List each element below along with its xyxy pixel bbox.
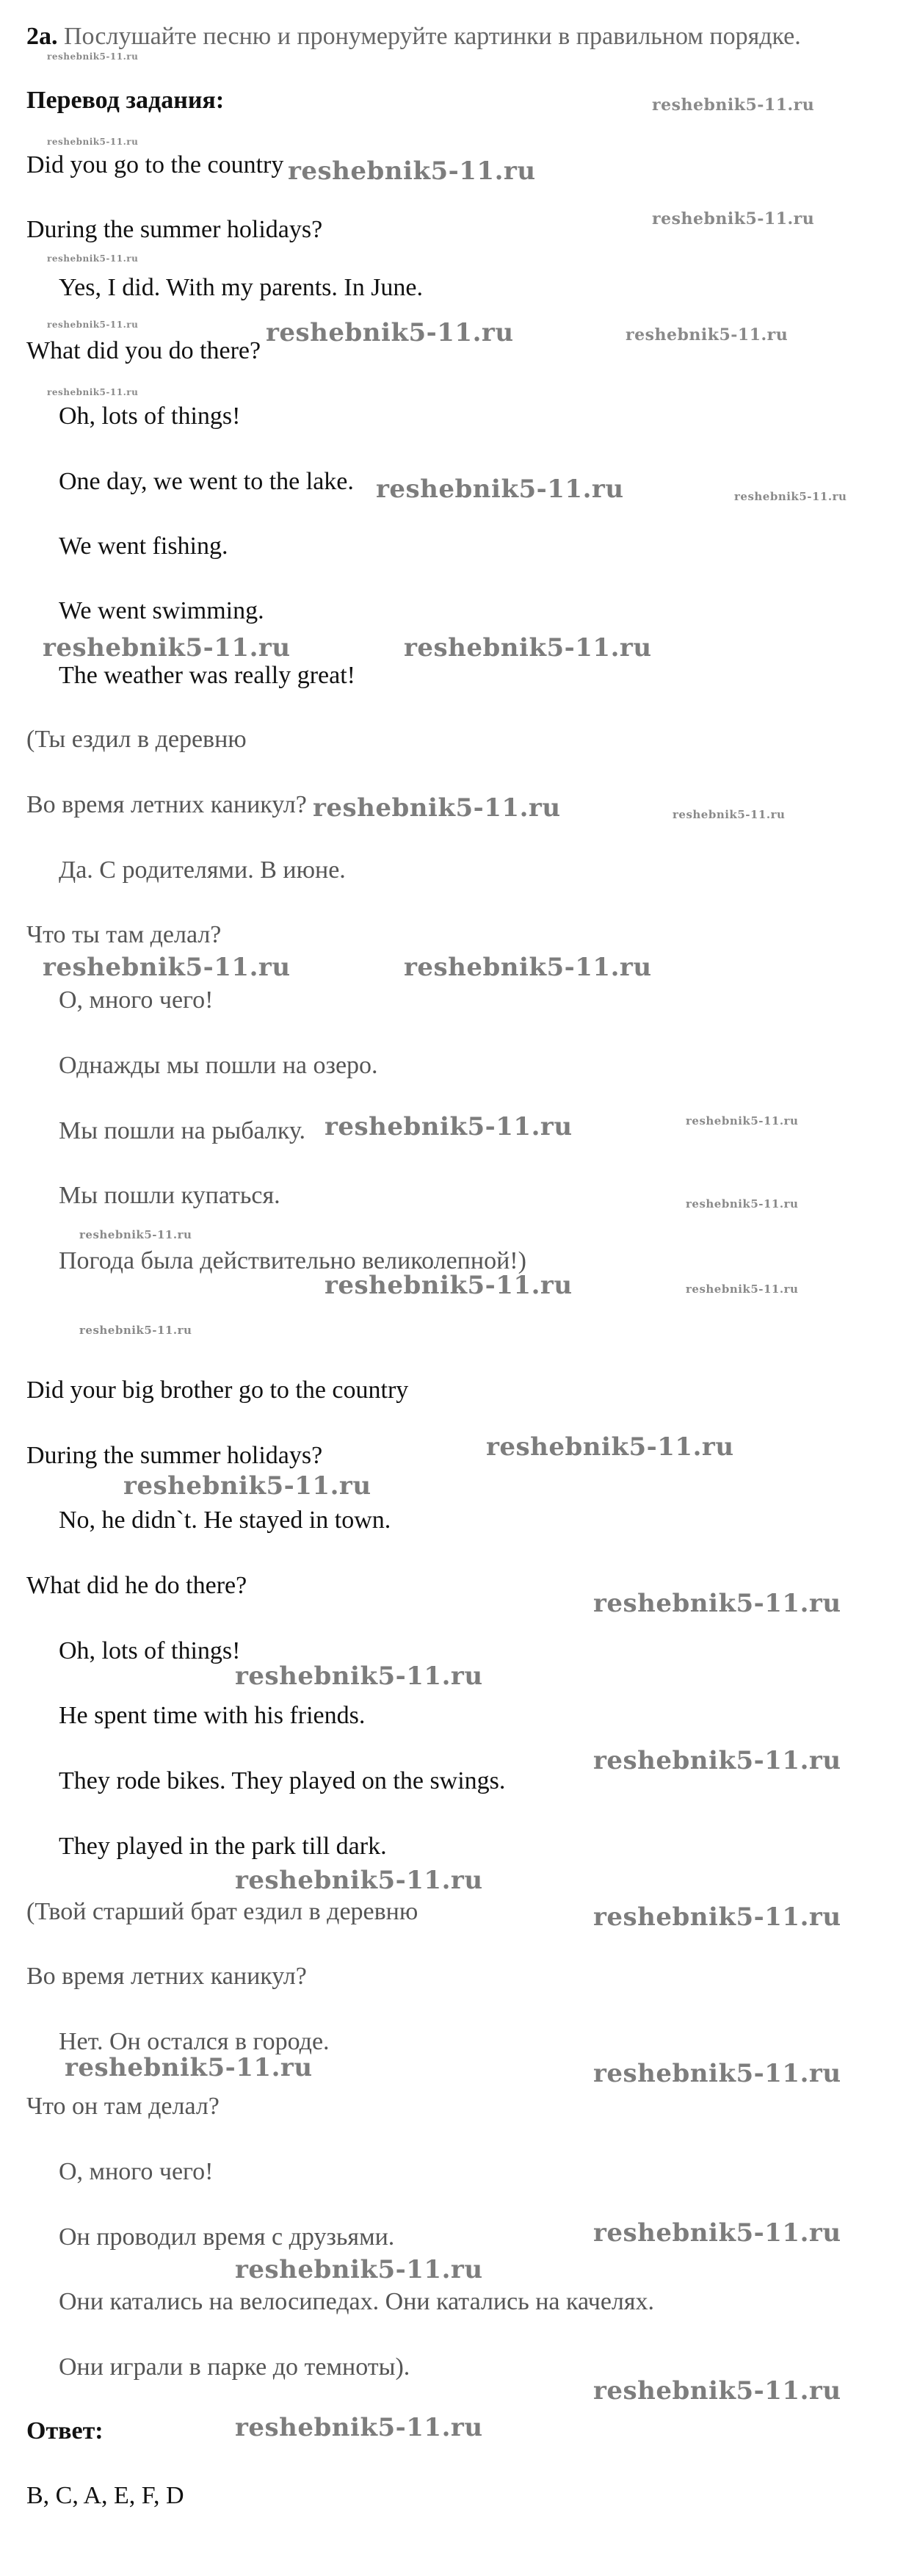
watermark: reshebnik5-11.ru xyxy=(652,95,815,115)
watermark: reshebnik5-11.ru xyxy=(593,1746,841,1775)
translation-line: О, много чего! xyxy=(59,2158,214,2185)
translation-line: Однажды мы пошли на озеро. xyxy=(59,1052,378,1079)
watermark: reshebnik5-11.ru xyxy=(686,1282,799,1296)
translation-line: Мы пошли купаться. xyxy=(59,1182,280,1209)
verse-line: Yes, I did. With my parents. In June. xyxy=(59,274,424,301)
verse-line: He spent time with his friends. xyxy=(59,1702,366,1729)
watermark: reshebnik5-11.ru xyxy=(43,953,291,982)
watermark: reshebnik5-11.ru xyxy=(404,633,652,663)
watermark: reshebnik5-11.ru xyxy=(686,1114,799,1128)
verse-line: What did you do there? xyxy=(26,337,261,364)
watermark: reshebnik5-11.ru xyxy=(593,2376,841,2406)
watermark: reshebnik5-11.ru xyxy=(123,1471,371,1501)
verse-line: One day, we went to the lake. xyxy=(59,468,354,495)
translation-line: Они играли в парке до темноты). xyxy=(59,2353,410,2381)
translation-line: Во время летних каникул? xyxy=(26,1963,307,1990)
translation-line: Они катались на велосипедах. Они катались на качелях. xyxy=(59,2288,655,2315)
watermark: reshebnik5-11.ru xyxy=(673,808,786,821)
translation-line: Да. С родителями. В июне. xyxy=(59,856,346,884)
verse-line: Oh, lots of things! xyxy=(59,403,241,430)
translation-line: Что он там делал? xyxy=(26,2093,220,2120)
answer-heading: Ответ: xyxy=(26,2417,104,2445)
verse-line: During the summer holidays? xyxy=(26,1442,323,1469)
watermark: reshebnik5-11.ru xyxy=(325,1112,573,1141)
task-instruction: Послушайте песню и пронумеруйте картинки в правильном порядке. xyxy=(64,23,801,50)
watermark: reshebnik5-11.ru xyxy=(47,137,139,147)
translation-line: Погода была действительно великолепной!) xyxy=(59,1247,526,1274)
verse-line: During the summer holidays? xyxy=(26,216,323,243)
watermark: reshebnik5-11.ru xyxy=(47,387,139,397)
verse-line: They played in the park till dark. xyxy=(59,1833,387,1860)
verse-line: Did your big brother go to the country xyxy=(26,1377,409,1404)
verse-line: We went swimming. xyxy=(59,597,264,624)
translation-line: Мы пошли на рыбалку. xyxy=(59,1117,306,1144)
translation-heading: Перевод задания: xyxy=(26,87,225,114)
watermark: reshebnik5-11.ru xyxy=(376,475,624,504)
watermark: reshebnik5-11.ru xyxy=(626,325,789,344)
watermark: reshebnik5-11.ru xyxy=(404,953,652,982)
watermark: reshebnik5-11.ru xyxy=(652,209,815,228)
translation-line: Нет. Он остался в городе. xyxy=(59,2028,330,2055)
watermark: reshebnik5-11.ru xyxy=(266,318,514,347)
watermark: reshebnik5-11.ru xyxy=(486,1432,734,1462)
watermark: reshebnik5-11.ru xyxy=(593,2059,841,2088)
watermark: reshebnik5-11.ru xyxy=(593,1589,841,1618)
verse-line: Oh, lots of things! xyxy=(59,1637,241,1664)
verse-line: We went fishing. xyxy=(59,533,228,560)
translation-line: Что ты там делал? xyxy=(26,921,222,948)
verse-line: Did you go to the country xyxy=(26,151,284,178)
watermark: reshebnik5-11.ru xyxy=(47,253,139,264)
task-number: 2a. xyxy=(26,23,58,50)
watermark: reshebnik5-11.ru xyxy=(235,1662,483,1691)
watermark: reshebnik5-11.ru xyxy=(79,1324,192,1337)
translation-line: О, много чего! xyxy=(59,986,214,1014)
watermark: reshebnik5-11.ru xyxy=(235,1866,483,1895)
watermark: reshebnik5-11.ru xyxy=(325,1271,573,1300)
watermark: reshebnik5-11.ru xyxy=(593,2218,841,2248)
watermark: reshebnik5-11.ru xyxy=(65,2053,313,2082)
watermark: reshebnik5-11.ru xyxy=(43,633,291,663)
verse-line: The weather was really great! xyxy=(59,662,355,689)
translation-line: Во время летних каникул? xyxy=(26,791,307,818)
watermark: reshebnik5-11.ru xyxy=(235,2413,483,2442)
verse-line: What did he do there? xyxy=(26,1572,247,1599)
watermark: reshebnik5-11.ru xyxy=(593,1902,841,1932)
watermark: reshebnik5-11.ru xyxy=(313,793,561,823)
watermark: reshebnik5-11.ru xyxy=(47,51,139,62)
verse-line: No, he didn`t. He stayed in town. xyxy=(59,1507,391,1534)
watermark: reshebnik5-11.ru xyxy=(288,156,536,186)
translation-line: (Ты ездил в деревню xyxy=(26,726,247,753)
translation-line: Он проводил время с друзьями. xyxy=(59,2223,395,2251)
verse-line: They rode bikes. They played on the swings. xyxy=(59,1767,506,1794)
watermark: reshebnik5-11.ru xyxy=(686,1197,799,1211)
watermark: reshebnik5-11.ru xyxy=(47,320,139,330)
answer-value: B, C, A, E, F, D xyxy=(26,2482,184,2509)
watermark: reshebnik5-11.ru xyxy=(734,490,847,503)
translation-line: (Твой старший брат ездил в деревню xyxy=(26,1898,418,1925)
watermark: reshebnik5-11.ru xyxy=(235,2255,483,2284)
watermark: reshebnik5-11.ru xyxy=(79,1228,192,1241)
task-header xyxy=(26,22,801,51)
